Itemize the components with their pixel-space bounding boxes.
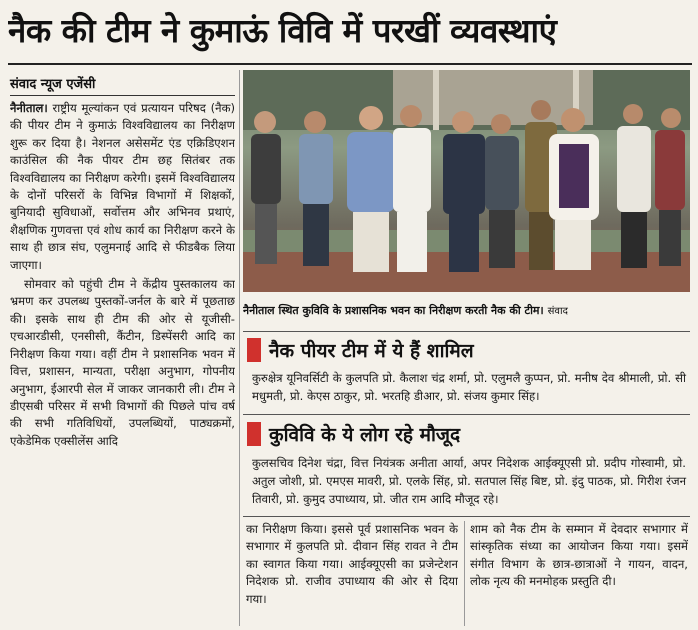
column-left (10, 100, 235, 626)
dateline: नैनीताल। (10, 101, 48, 115)
news-photo (243, 70, 690, 292)
box1-title: नैक पीयर टीम में ये हैं शामिल (269, 340, 474, 362)
column-middle (246, 521, 458, 626)
byline-rule (10, 95, 235, 96)
box1-heading (243, 334, 690, 368)
photo-caption (243, 296, 690, 326)
box2-top-rule (243, 414, 690, 415)
headline-rule (8, 63, 692, 65)
box2-text: कुलसचिव दिनेश चंद्रा, वित्त नियंत्रक अनीता आर्या, अपर निदेशक आईक्यूएसी प्रो. प्रदीप गोस्वामी, प्रो. अतुल जोशी, प्रो. एमएस मावरी, प्रो. एलके सिंह, प्रो. सतपाल सिंह बिष्ट, प्रो. इंदु पाठक, प्रो. गिरीश रंजन तिवारी, प्रो. कुमुद उपाध्याय, प्रो. जीत राम आदि मौजूद रहे। (252, 456, 686, 506)
box1-top-rule (243, 331, 690, 332)
paragraph-1-text: राष्ट्रीय मूल्यांकन एवं प्रत्यायन परिषद (नैक) की पीयर टीम ने कुमाऊं विश्वविद्यालय का निरीक्षण शुरू कर दिया है। नेशनल असेसमेंट एंड एक्रिडिएशन काउंसिल की नैक पीयर टीम छह सितंबर तक विश्वविद्यालय का निरीक्षण करेगी। इसमें विश्वविद्यालय के दोनों परिसरों के विभिन्न विभागों में शिक्षकों, बुनियादी सुविधाओं, सर्वोत्तम और अभिनव प्रथाएं, शैक्षणिक गुणवत्ता एवं शोध कार्य का निरीक्षण करने के साथ ही छात्र संघ, एलुमनाई आदि से फीडबैक लिया जाएगा। (10, 101, 235, 272)
box2-title: कुविवि के ये लोग रहे मौजूद (269, 424, 461, 446)
box1-text: कुरुक्षेत्र यूनिवर्सिटी के कुलपति प्रो. कैलाश चंद्र शर्मा, प्रो. एलुमलै कुप्पन, प्रो. मनीष देव श्रीमाली, प्रो. सी मधुमती, प्रो. केएस ठाकुर, प्रो. भरतहि डीआर, प्रो. संजय कुमार सिंह। (252, 371, 686, 403)
photo-caption-text: नैनीताल स्थित कुविवि के प्रशासनिक भवन का निरीक्षण करती नैक की टीम। (243, 304, 544, 317)
boxes-bottom-rule (243, 516, 690, 517)
paragraph-2: सोमवार को पहुंची टीम ने केंद्रीय पुस्तकालय का भ्रमण कर उपलब्ध पुस्तकों-जर्नल के बारे में पूछताछ की। इसके साथ ही टीम की ओर से यूजीसी-एचआरडीसी, एनसीसी, कैंटीन, डिस्पेंसरी आदि का निरीक्षण किया गया। वहीं टीम ने प्रशासनिक भवन में वित्त, प्रशासन, मान्यता, परीक्षा अनुभाग, गोपनीय अनुभाग, ईआरपी सेल में जाकर जानकारी ली। टीम ने डीएसबी परिसर में सभी विभागों की पिछले पांच वर्ष की सभी गतिविधियों, उपलब्धियों, पाठ्यक्रमों, एकेडेमिक एक्सीलेंस आदि (10, 277, 235, 448)
column-middle-text: का निरीक्षण किया। इससे पूर्व प्रशासनिक भवन के सभागार में कुलपति प्रो. दीवान सिंह रावत ने टीम का स्वागत किया गया। आईक्यूएसी का प्रजेन्टेशन निदेशक प्रो. राजीव उपाध्याय की ओर से दिया गया। (246, 522, 458, 606)
column-right (470, 521, 688, 626)
headline: नैक की टीम ने कुमाऊं विवि में परखीं व्यवस्थाएं (8, 11, 557, 50)
box2-marker (247, 422, 261, 446)
column-divider (239, 70, 240, 626)
column-divider-2 (464, 521, 465, 626)
box2-heading (243, 418, 690, 452)
paragraph-1 (10, 100, 235, 274)
column-right-text: शाम को नैक टीम के सम्मान में देवदार सभागार में सांस्कृतिक संध्या का आयोजन किया गया। इसमें संगीत विभाग के छात्र-छात्राओं ने गायन, वादन, लोक नृत्य की मनमोहक प्रस्तुति दी। (470, 522, 688, 589)
photo-credit: संवाद (547, 306, 568, 317)
byline: संवाद न्यूज एजेंसी (10, 77, 96, 92)
box1-marker (247, 338, 261, 362)
photo-illustration (243, 70, 690, 292)
